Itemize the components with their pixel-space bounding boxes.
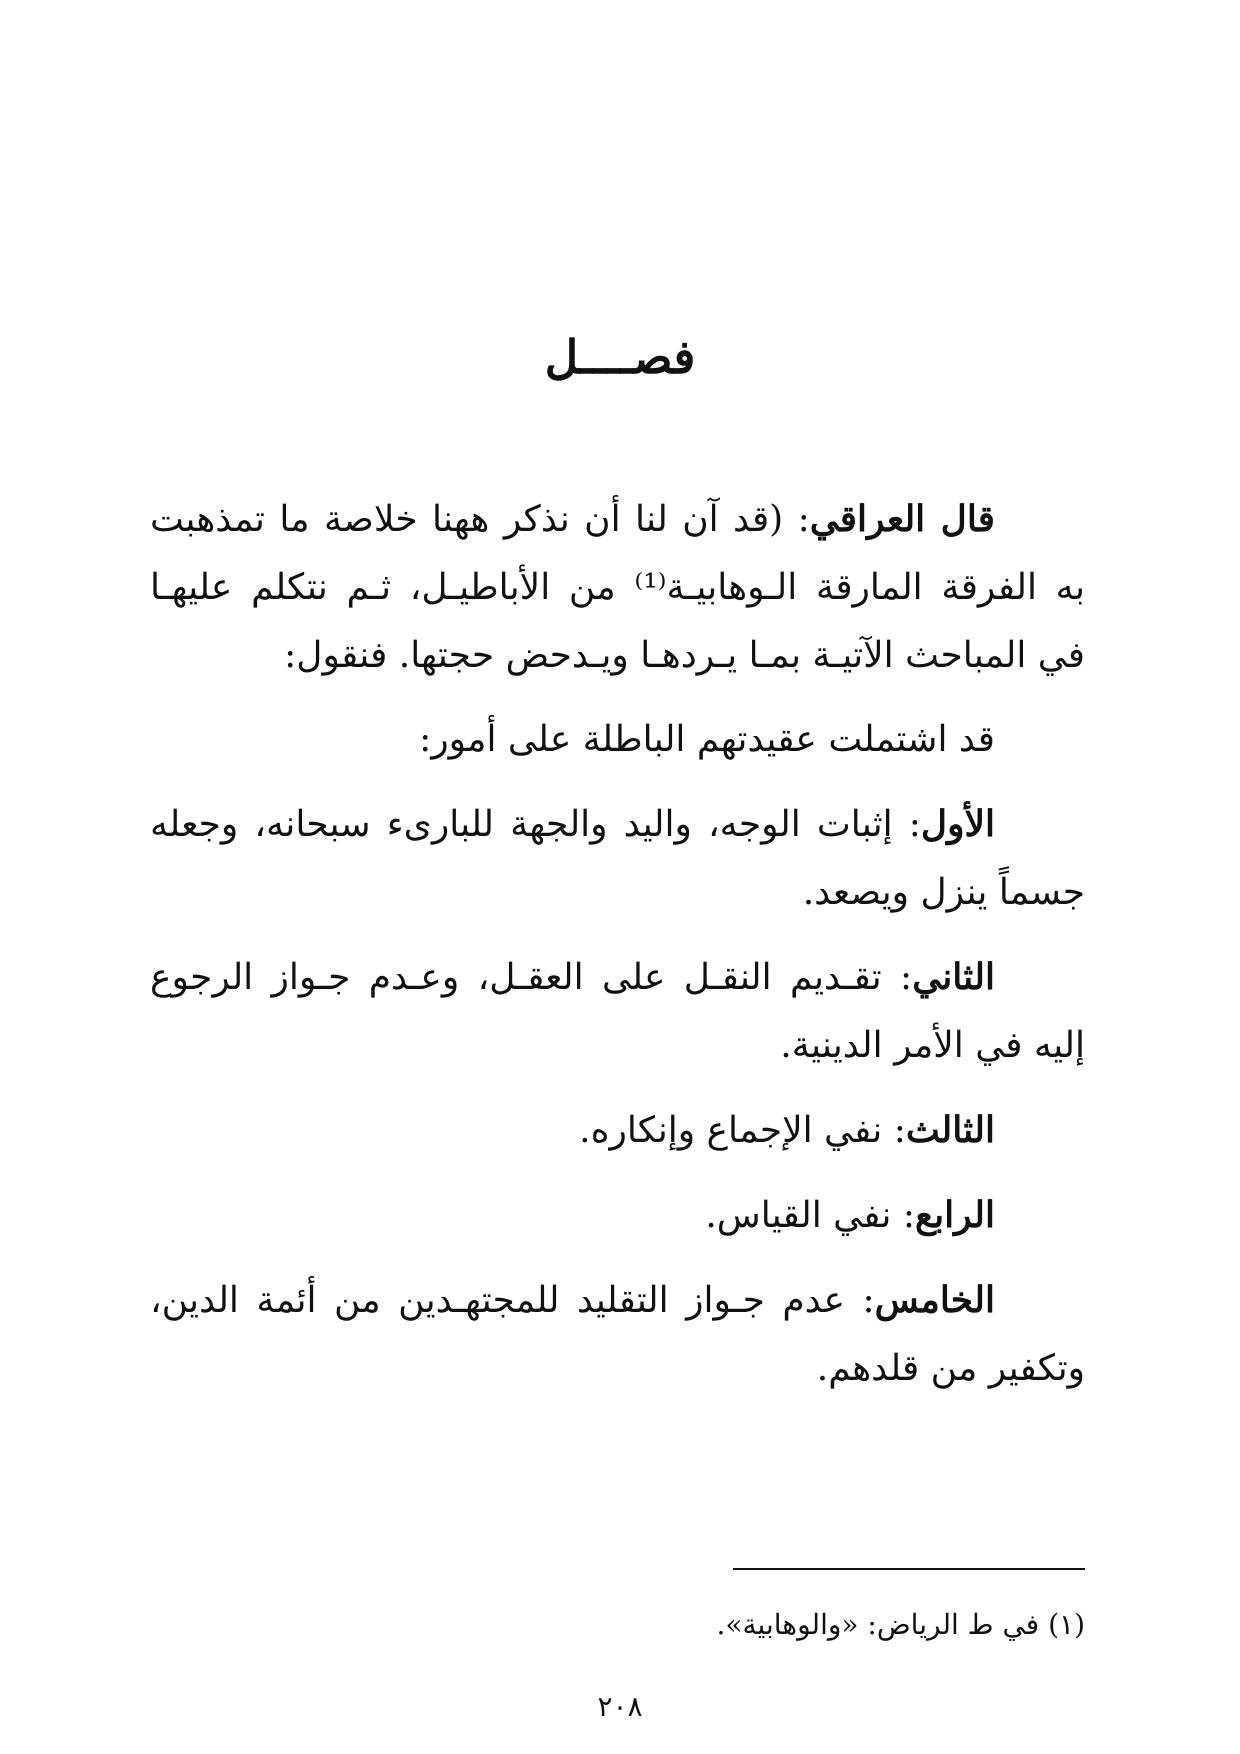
paragraph-text: : نفي الإجماع وإنكاره. [579, 1110, 906, 1151]
paragraph-label: الأول [920, 803, 995, 845]
paragraph-label: الثاني [912, 956, 996, 998]
paragraph-text: : تقـديم النقـل على العقـل، وعـدم جـواز الرجوع إليه في الأمر الدينية. [150, 957, 1085, 1066]
paragraph-intro-list [150, 706, 1085, 774]
section-heading: فصــــل [544, 330, 696, 384]
paragraph-label: قال العراقي [809, 498, 995, 540]
paragraph-first [150, 790, 1085, 927]
paragraph-label: الثالث [905, 1109, 995, 1151]
footnote: (١) في ط الرياض: «والوهابية». [716, 1608, 1085, 1641]
paragraph-second [150, 943, 1085, 1080]
paragraph-label: الرابع [914, 1194, 995, 1236]
paragraph-iraqi-quote [150, 485, 1085, 690]
paragraph-fifth [150, 1266, 1085, 1403]
paragraph-text: : نفي القياس. [705, 1195, 915, 1236]
body-text [150, 485, 1085, 1419]
paragraph-third [150, 1096, 1085, 1165]
paragraph-text: قد اشتملت عقيدتهم الباطلة على أمور: [419, 719, 995, 760]
page-number: ٢٠٨ [597, 1690, 643, 1723]
paragraph-text: : إثبات الوجه، واليد والجهة للبارىء سبحانه، وجعله جسماً ينزل ويصعد. [150, 804, 1085, 913]
paragraph-text: : عدم جـواز التقليد للمجتهـدين من أئمة الدين، وتكفير من قلدهم. [150, 1280, 1085, 1389]
footnote-divider [733, 1568, 1085, 1570]
paragraph-fourth [150, 1181, 1085, 1250]
paragraph-text: : (قد آن لنا أن نذكر ههنا خلاصة ما تمذهبت به الفرقة المارقة الـوهابيـة⁽¹⁾ من الأباطيـل، ثـم نتكلم عليهـا في المباحث الآتيـة بمـا يـردهـا ويـدحض حجتها. فنقول: [150, 499, 1085, 676]
paragraph-label: الخامس [874, 1279, 995, 1321]
